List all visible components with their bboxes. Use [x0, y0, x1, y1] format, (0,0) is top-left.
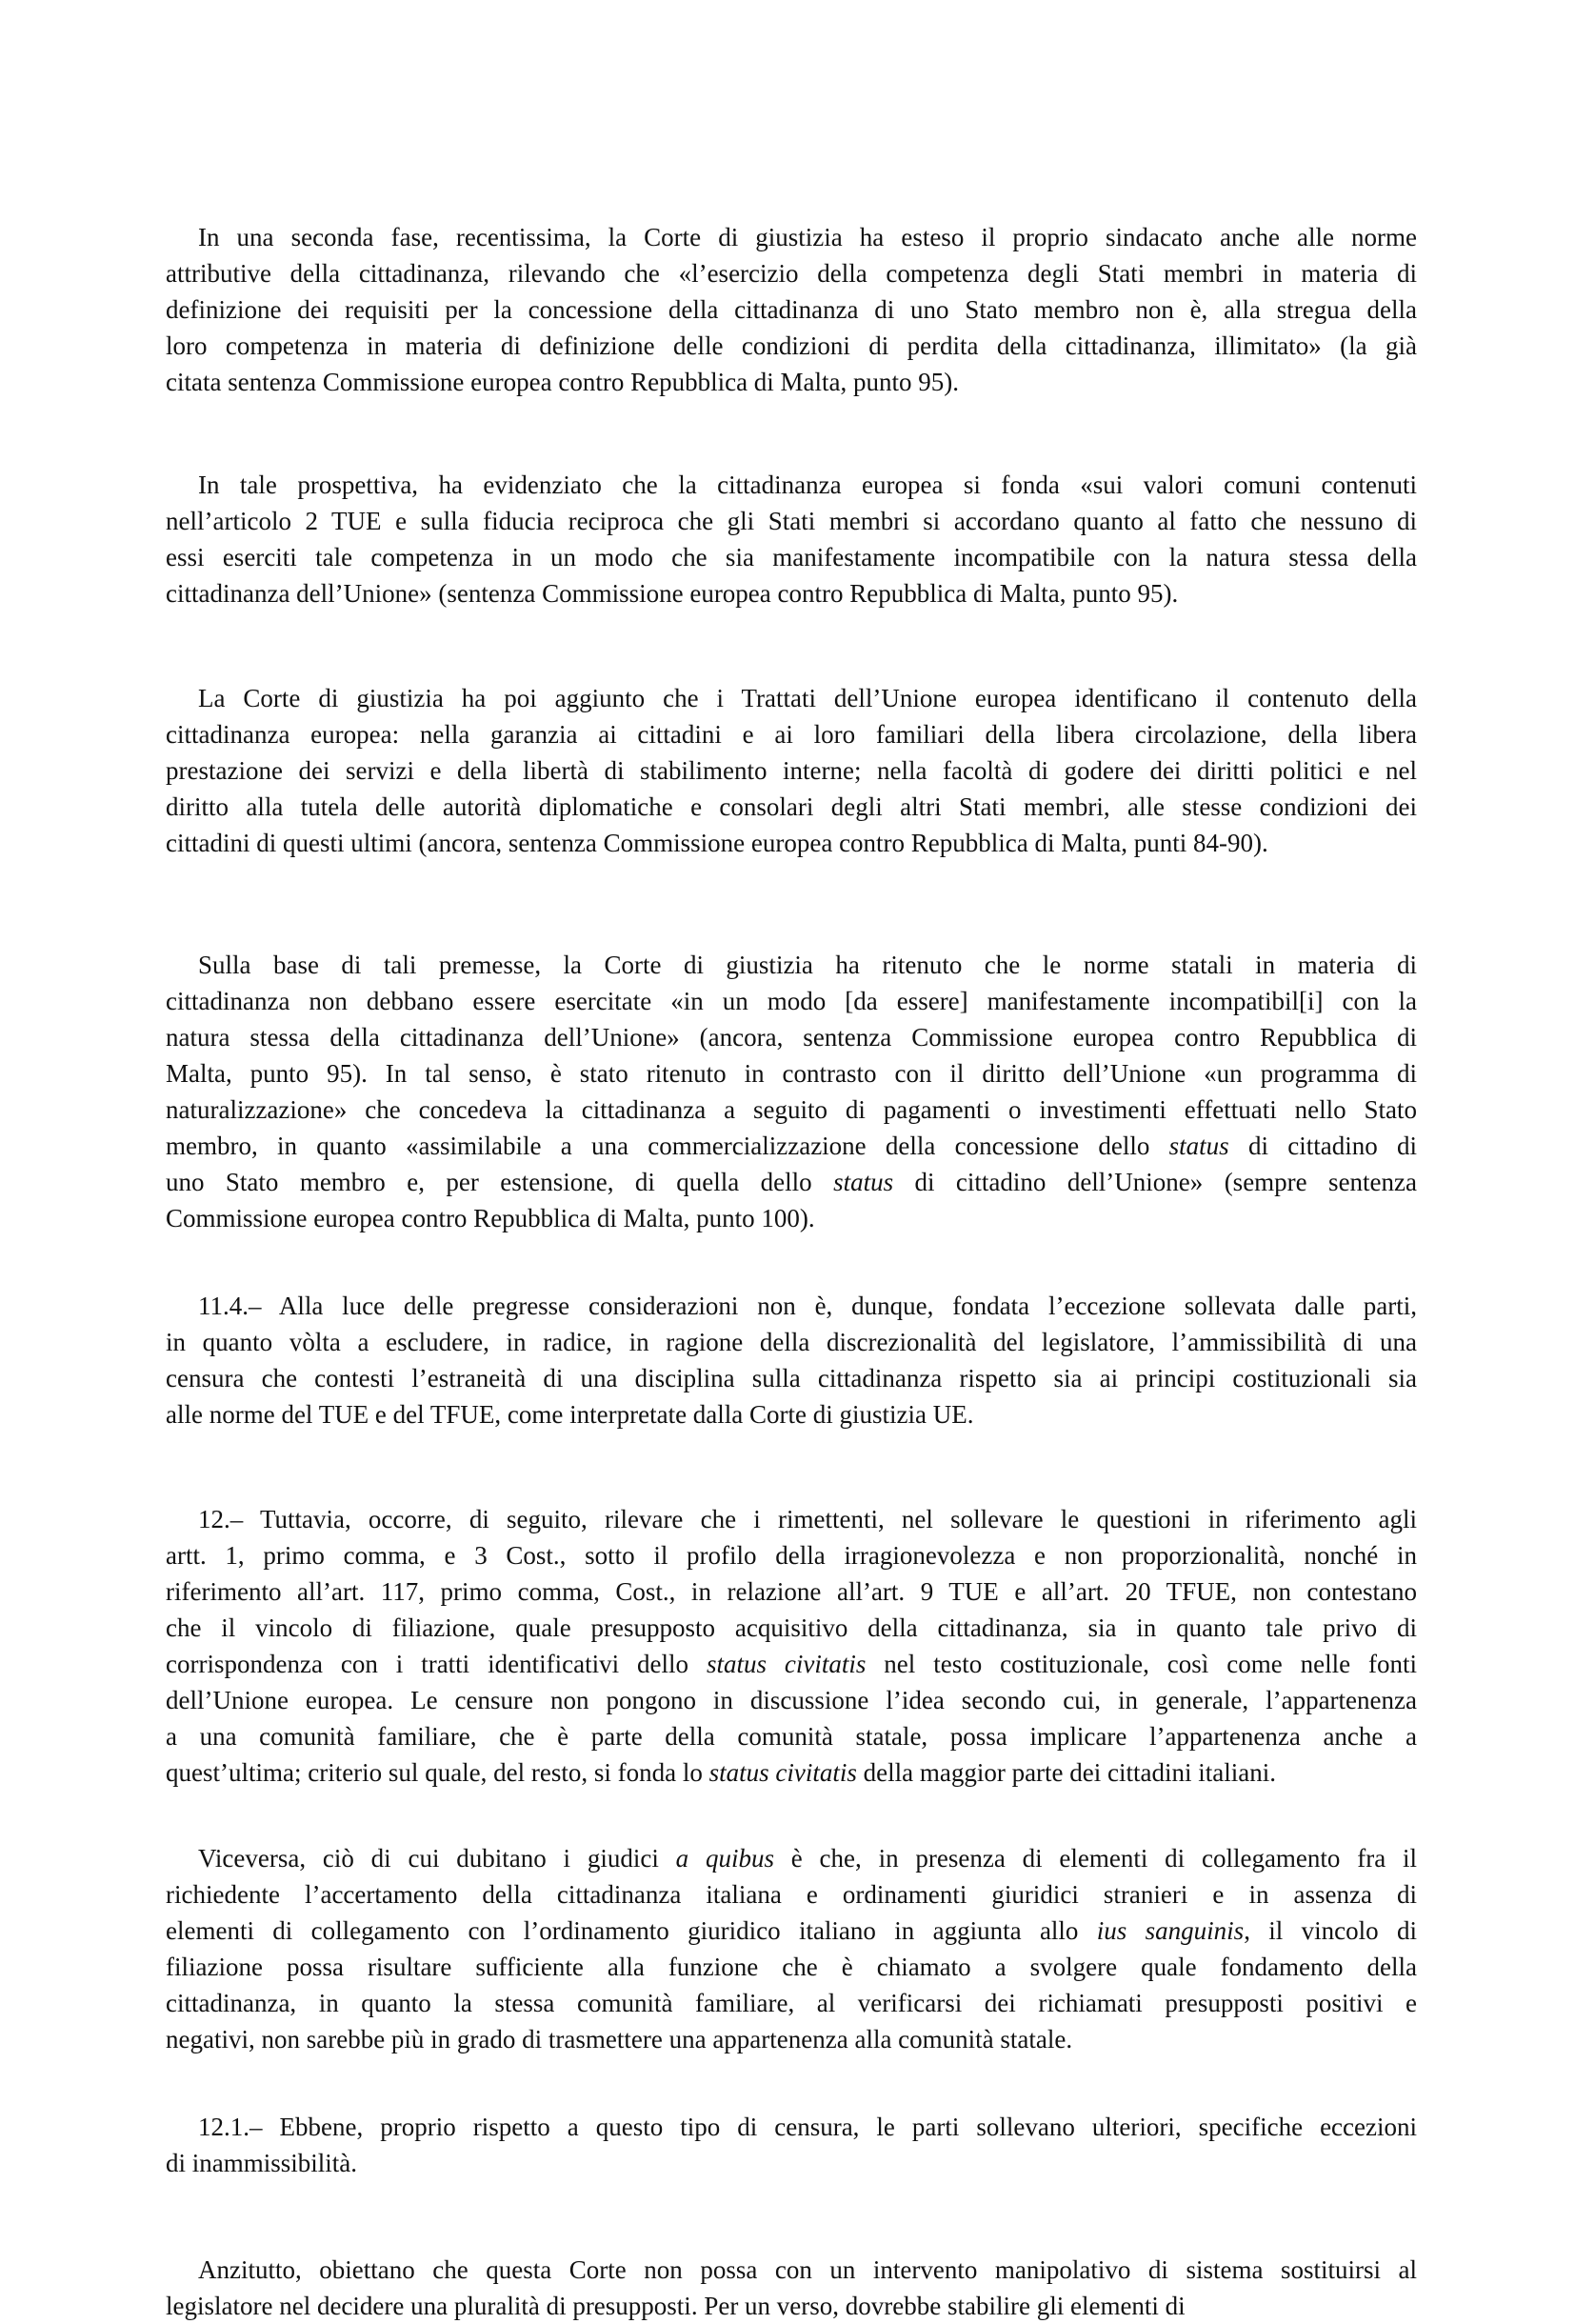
text-segment: 12.– Tuttavia, occorre, di seguito, rilevare che i rimettenti, nel sollevare le questioni in riferimento agli — [198, 1505, 1417, 1533]
paragraph — [166, 219, 1417, 400]
text-segment: artt. 1, primo comma, e 3 Cost., sotto il profilo della irragionevolezza e non proporzionalità, nonché in — [166, 1541, 1417, 1570]
text-segment: è che, in presenza di elementi di collegamento fra il — [773, 1844, 1417, 1873]
italic-term: status — [833, 1168, 894, 1196]
text-segment: richiedente l’accertamento della cittadinanza italiana e ordinamenti giuridici stranieri e in assenza di — [166, 1880, 1417, 1909]
text-segment: In una seconda fase, recentissima, la Corte di giustizia ha esteso il proprio sindacato anche alle norme — [198, 223, 1417, 251]
italic-term: status — [1168, 1132, 1229, 1160]
text-segment: negativi, non sarebbe più in grado di trasmettere una appartenenza alla comunità statale. — [166, 2025, 1073, 2054]
paragraph — [166, 1288, 1417, 1432]
text-line — [166, 1501, 1417, 1537]
text-segment: cittadinanza non debbano essere esercitate «in un modo [da essere] manifestamente incompatibil[i] con la — [166, 987, 1417, 1015]
text-line — [166, 219, 1417, 255]
italic-term: status civitatis — [708, 1758, 857, 1787]
text-line — [166, 364, 1417, 400]
text-line — [166, 1200, 1417, 1236]
text-segment: nel testo costituzionale, così come nelle fonti — [866, 1650, 1418, 1678]
paragraph — [166, 680, 1417, 861]
text-segment: diritto alla tutela delle autorità diplomatiche e consolari degli altri Stati membri, alle stesse condizioni dei — [166, 792, 1417, 821]
text-segment: di cittadino di — [1228, 1132, 1418, 1160]
text-line — [166, 2021, 1417, 2057]
italic-term: status civitatis — [706, 1650, 867, 1678]
text-line — [166, 291, 1417, 328]
text-segment: 12.1.– Ebbene, proprio rispetto a questo tipo di censura, le parti sollevano ulteriori, specifiche eccezioni — [198, 2113, 1417, 2141]
text-segment: Malta, punto 95). In tal senso, è stato ritenuto in contrasto con il diritto dell’Unione «un programma di — [166, 1059, 1417, 1088]
text-segment: In tale prospettiva, ha evidenziato che la cittadinanza europea si fonda «sui valori comuni contenuti — [198, 471, 1417, 499]
text-line — [166, 1092, 1417, 1128]
text-line — [166, 539, 1417, 575]
text-segment: che il vincolo di filiazione, quale presupposto acquisitivo della cittadinanza, sia in quanto tale privo di — [166, 1613, 1417, 1642]
text-line — [166, 255, 1417, 291]
text-line — [166, 1396, 1417, 1432]
text-segment: elementi di collegamento con l’ordinamento giuridico italiano in aggiunta allo — [166, 1916, 1097, 1945]
text-line — [166, 752, 1417, 789]
text-line — [166, 328, 1417, 364]
text-line — [166, 575, 1417, 611]
text-segment: cittadinanza, in quanto la stessa comunità familiare, al verificarsi dei richiamati presupposti positivi e — [166, 1989, 1417, 2017]
text-segment: cittadinanza dell’Unione» (sentenza Commissione europea contro Repubblica di Malta, punto 95). — [166, 579, 1179, 608]
text-segment: cittadini di questi ultimi (ancora, sentenza Commissione europea contro Repubblica di Malta, punti 84-90). — [166, 829, 1268, 857]
text-line — [166, 825, 1417, 861]
text-segment: La Corte di giustizia ha poi aggiunto che i Trattati dell’Unione europea identificano il contenuto della — [198, 684, 1417, 712]
paragraph — [166, 947, 1417, 1236]
text-segment: della maggior parte dei cittadini italiani. — [856, 1758, 1276, 1787]
text-segment: Commissione europea contro Repubblica di Malta, punto 100). — [166, 1204, 815, 1232]
text-line — [166, 2288, 1417, 2324]
text-segment: censura che contesti l’estraneità di una disciplina sulla cittadinanza rispetto sia ai principi costituzionali sia — [166, 1364, 1417, 1392]
paragraph — [166, 1501, 1417, 1791]
text-segment: definizione dei requisiti per la concessione della cittadinanza di uno Stato membro non è, alla stregua della — [166, 295, 1417, 324]
text-segment: , il vincolo di — [1244, 1916, 1417, 1945]
text-segment: prestazione dei servizi e della libertà di stabilimento interne; nella facoltà di godere dei diritti politici e nel — [166, 756, 1417, 785]
text-segment: essi eserciti tale competenza in un modo che sia manifestamente incompatibile con la natura stessa della — [166, 543, 1417, 571]
text-segment: Viceversa, ciò di cui dubitano i giudici — [198, 1844, 676, 1873]
text-line — [166, 947, 1417, 983]
text-line — [166, 1360, 1417, 1396]
text-segment: dell’Unione europea. Le censure non pongono in discussione l’idea secondo cui, in generale, l’appartenenza — [166, 1686, 1417, 1714]
text-line — [166, 716, 1417, 752]
text-line — [166, 1682, 1417, 1718]
text-line — [166, 1573, 1417, 1610]
text-segment: corrispondenza con i tratti identificativi dello — [166, 1650, 707, 1678]
text-segment: a una comunità familiare, che è parte della comunità statale, possa implicare l’appartenenza anche a — [166, 1722, 1417, 1751]
text-segment: membro, in quanto «assimilabile a una commercializzazione della concessione dello — [166, 1132, 1169, 1160]
text-segment: di cittadino dell’Unione» (sempre sentenza — [893, 1168, 1418, 1196]
text-line — [166, 1985, 1417, 2021]
text-line — [166, 1324, 1417, 1360]
paragraph — [166, 2252, 1417, 2324]
italic-term: a quibus — [675, 1844, 774, 1873]
text-line — [166, 1876, 1417, 1913]
text-line — [166, 1288, 1417, 1324]
text-line — [166, 1128, 1417, 1164]
text-line — [166, 1019, 1417, 1055]
text-line — [166, 983, 1417, 1019]
text-line — [166, 2109, 1417, 2145]
text-segment: di inammissibilità. — [166, 2149, 357, 2177]
text-line — [166, 1164, 1417, 1200]
text-segment: nell’articolo 2 TUE e sulla fiducia reciproca che gli Stati membri si accordano quanto al fatto che nessuno di — [166, 507, 1417, 535]
text-segment: cittadinanza europea: nella garanzia ai cittadini e ai loro familiari della libera circolazione, della libera — [166, 720, 1417, 749]
text-line — [166, 1913, 1417, 1949]
text-segment: alle norme del TUE e del TFUE, come interpretate dalla Corte di giustizia UE. — [166, 1400, 974, 1429]
text-line — [166, 1537, 1417, 1573]
text-line — [166, 1754, 1417, 1791]
paragraph — [166, 1840, 1417, 2057]
text-line — [166, 1949, 1417, 1985]
text-segment: natura stessa della cittadinanza dell’Unione» (ancora, sentenza Commissione europea contro Repubblica di — [166, 1023, 1417, 1052]
text-line — [166, 2252, 1417, 2288]
text-line — [166, 1718, 1417, 1754]
text-segment: in quanto vòlta a escludere, in radice, in ragione della discrezionalità del legislatore, l’ammissibilità di una — [166, 1328, 1417, 1356]
text-segment: attributive della cittadinanza, rilevando che «l’esercizio della competenza degli Stati membri in materia di — [166, 259, 1417, 288]
text-line — [166, 467, 1417, 503]
paragraph — [166, 2109, 1417, 2181]
text-line — [166, 789, 1417, 825]
text-segment: uno Stato membro e, per estensione, di quella dello — [166, 1168, 834, 1196]
text-line — [166, 1055, 1417, 1092]
text-segment: filiazione possa risultare sufficiente alla funzione che è chiamato a svolgere quale fondamento della — [166, 1953, 1417, 1981]
text-segment: Anzitutto, obiettano che questa Corte non possa con un intervento manipolativo di sistema sostituirsi al — [198, 2255, 1417, 2284]
paragraph — [166, 467, 1417, 611]
italic-term: ius sanguinis — [1096, 1916, 1245, 1945]
text-segment: 11.4.– Alla luce delle pregresse considerazioni non è, dunque, fondata l’eccezione sollevata dalle parti, — [198, 1292, 1417, 1320]
text-segment: legislatore nel decidere una pluralità di presupposti. Per un verso, dovrebbe stabilire gli elementi di — [166, 2292, 1186, 2320]
text-segment: Sulla base di tali premesse, la Corte di giustizia ha ritenuto che le norme statali in materia di — [198, 951, 1417, 979]
text-segment: quest’ultima; criterio sul quale, del resto, si fonda lo — [166, 1758, 709, 1787]
text-line — [166, 2145, 1417, 2181]
text-line — [166, 1840, 1417, 1876]
text-line — [166, 1610, 1417, 1646]
text-line — [166, 680, 1417, 716]
text-segment: loro competenza in materia di definizione delle condizioni di perdita della cittadinanza, illimitato» (la già — [166, 331, 1417, 360]
text-line — [166, 503, 1417, 539]
text-segment: naturalizzazione» che concedeva la cittadinanza a seguito di pagamenti o investimenti effettuati nello Stato — [166, 1095, 1417, 1124]
text-segment: riferimento all’art. 117, primo comma, Cost., in relazione all’art. 9 TUE e all’art. 20 TFUE, non contestano — [166, 1577, 1417, 1606]
text-line — [166, 1646, 1417, 1682]
text-segment: citata sentenza Commissione europea contro Repubblica di Malta, punto 95). — [166, 368, 960, 396]
